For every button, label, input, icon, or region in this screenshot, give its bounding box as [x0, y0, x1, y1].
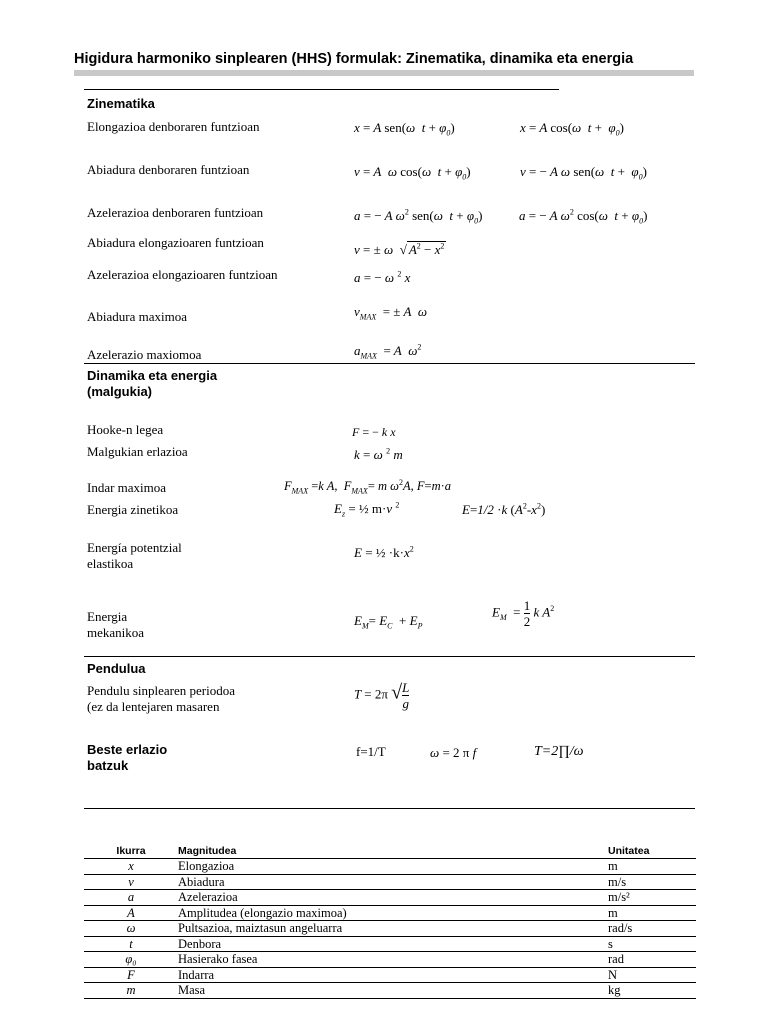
cell-name: Hasierako fasea	[178, 952, 608, 968]
label-energia-potentziala-line2: elastikoa	[87, 556, 134, 571]
cell-name: Elongazioa	[178, 859, 608, 875]
header-magnitudea: Magnitudea	[178, 844, 608, 859]
symbols-table	[84, 844, 696, 999]
table-row	[84, 983, 696, 999]
formula-indar-maximoa: $F_{MAX} =k$ A, $F_{MAX}= m$ $\omega^2A$, F=m·a	[284, 477, 452, 496]
table-row	[84, 921, 696, 937]
table-row	[84, 859, 696, 875]
table-row	[84, 874, 696, 890]
formula-energia-potentziala: E = ½ $\cdot k\cdot x^2$	[354, 544, 414, 560]
cell-unit: rad	[608, 952, 696, 968]
cell-name: Amplitudea (elongazio maximoa)	[178, 905, 608, 921]
formula-hooke: F = − k x	[352, 425, 396, 439]
label-energia-mekanikoa	[87, 609, 144, 641]
formula-energia-zinetikoa-1: $E_z$ = ½ m·v $^2$	[334, 500, 400, 519]
label-azelerazioa-elongazio: Azelerazioa elongazioaren funtzioan	[87, 267, 278, 282]
cell-symbol: x	[84, 859, 178, 875]
formula-omega: ω = 2 π f	[430, 745, 477, 760]
table-row	[84, 890, 696, 906]
label-pendulua-line1: Pendulu sinplearen periodoa	[87, 683, 236, 698]
cell-name: Abiadura	[178, 874, 608, 890]
cell-unit: m	[608, 859, 696, 875]
page-title: Higidura harmoniko sinplearen (HHS) formulak: Zinematika, dinamika eta energia	[74, 51, 634, 67]
formula-abiadura-maximoa: $v_{MAX}$ = ± A ω	[354, 304, 428, 322]
cell-unit: m/s	[608, 874, 696, 890]
table-row	[84, 905, 696, 921]
table-row	[84, 967, 696, 983]
formula-abiadura-cos: v = A ω cos(ω $t + \varphi_0$)	[354, 164, 471, 182]
header-ikurra: Ikurra	[84, 844, 178, 859]
formula-azelerazio-maximoa: $a_{MAX} = A$ $\omega^2$	[354, 342, 422, 361]
header-unitatea: Unitatea	[608, 844, 696, 859]
divider	[84, 656, 695, 657]
label-energia-zinetikoa: Energia zinetikoa	[87, 502, 179, 517]
formula-period: T=2∏/ω	[534, 744, 584, 759]
label-indar-maximoa: Indar maximoa	[87, 480, 167, 495]
cell-unit: rad/s	[608, 921, 696, 937]
formula-azelerazioa-cos: a = − A $\omega^2$ cos(ω $t + \varphi_0$)	[519, 207, 648, 226]
cell-unit: s	[608, 936, 696, 952]
section-heading-zinematika: Zinematika	[87, 96, 155, 111]
formula-abiadura-elongazio: v = ± ω √ $A^2 - x^2$	[354, 241, 445, 257]
title-underline-bar	[74, 70, 694, 76]
cell-symbol: A	[84, 905, 178, 921]
formula-elongazioa-cos: x = A cos(ω $t + \varphi_0$)	[520, 120, 624, 138]
divider	[84, 89, 559, 90]
cell-symbol: v	[84, 874, 178, 890]
cell-symbol: F	[84, 967, 178, 983]
section-heading-pendulua: Pendulua	[87, 661, 146, 676]
section-heading-beste-line2: batzuk	[87, 758, 129, 773]
label-pendulua-periodoa	[87, 683, 235, 715]
label-hooke: Hooke-n legea	[87, 422, 164, 437]
cell-symbol: ω	[84, 921, 178, 937]
cell-unit: m/s²	[608, 890, 696, 906]
section-heading-beste-line1: Beste erlazio	[87, 742, 168, 757]
formula-frequency: f=1/T	[356, 744, 386, 759]
cell-name: Masa	[178, 983, 608, 999]
cell-unit: kg	[608, 983, 696, 999]
cell-name: Denbora	[178, 936, 608, 952]
label-malgukian-erlazioa: Malgukian erlazioa	[87, 444, 188, 459]
formula-malgukian-erlazioa: k = ω $^2$ m	[354, 446, 403, 462]
label-azelerazio-maximoa: Azelerazio maxiomoa	[87, 347, 202, 362]
divider	[84, 363, 695, 364]
table-row	[84, 952, 696, 968]
section-heading-dinamika	[87, 368, 217, 400]
cell-name: Azelerazioa	[178, 890, 608, 906]
formula-azelerazioa-sin: a = − A $\omega^2$ sen(ω $t + \varphi_0$)	[354, 207, 483, 226]
cell-symbol: t	[84, 936, 178, 952]
table-row	[84, 936, 696, 952]
cell-name: Indarra	[178, 967, 608, 983]
label-abiadura: Abiadura denboraren funtzioan	[87, 162, 250, 177]
table-header-row	[84, 844, 696, 859]
formula-pendulua-periodoa: T = 2π √ $\frac{L}{g}$	[354, 680, 410, 711]
label-elongazioa: Elongazioa denboraren funtzioan	[87, 119, 260, 134]
cell-unit: m	[608, 905, 696, 921]
label-energia-potentziala	[87, 540, 182, 572]
formula-energia-zinetikoa-2: E=1/2 ·k $(A^2-x^2)$	[462, 501, 546, 517]
cell-symbol: m	[84, 983, 178, 999]
cell-unit: N	[608, 967, 696, 983]
label-abiadura-elongazio: Abiadura elongazioaren funtzioan	[87, 235, 264, 250]
label-azelerazioa: Azelerazioa denboraren funtzioan	[87, 205, 264, 220]
divider	[84, 808, 695, 809]
formula-elongazioa-sin: x = A sen(ω $t + \varphi_0$)	[354, 120, 455, 138]
label-energia-mekanikoa-line2: mekanikoa	[87, 625, 145, 640]
cell-symbol: a	[84, 890, 178, 906]
cell-name: Pultsazioa, maiztasun angeluarra	[178, 921, 608, 937]
formula-energia-mekanikoa-sum: $E_M= E_C + E_P$	[354, 613, 423, 631]
label-abiadura-maximoa: Abiadura maximoa	[87, 309, 187, 324]
section-heading-dinamika-line1: Dinamika eta energia	[87, 368, 218, 383]
cell-symbol: φ₀	[84, 952, 178, 968]
section-heading-dinamika-line2: (malgukia)	[87, 384, 153, 399]
formula-azelerazioa-elongazio: a = − ω $^2$ x	[354, 269, 411, 285]
label-energia-potentziala-line1: Energía potentzial	[87, 540, 182, 555]
label-pendulua-line2: (ez da lentejaren masaren	[87, 699, 220, 714]
label-energia-mekanikoa-line1: Energia	[87, 609, 128, 624]
section-heading-beste	[87, 742, 167, 774]
formula-energia-mekanikoa-frac: $E_M$ = $\frac{1}{2}$ k $A^2$	[492, 598, 555, 629]
formula-abiadura-sin: v = − A ω sen(ω $t + \varphi_0$)	[520, 164, 647, 182]
